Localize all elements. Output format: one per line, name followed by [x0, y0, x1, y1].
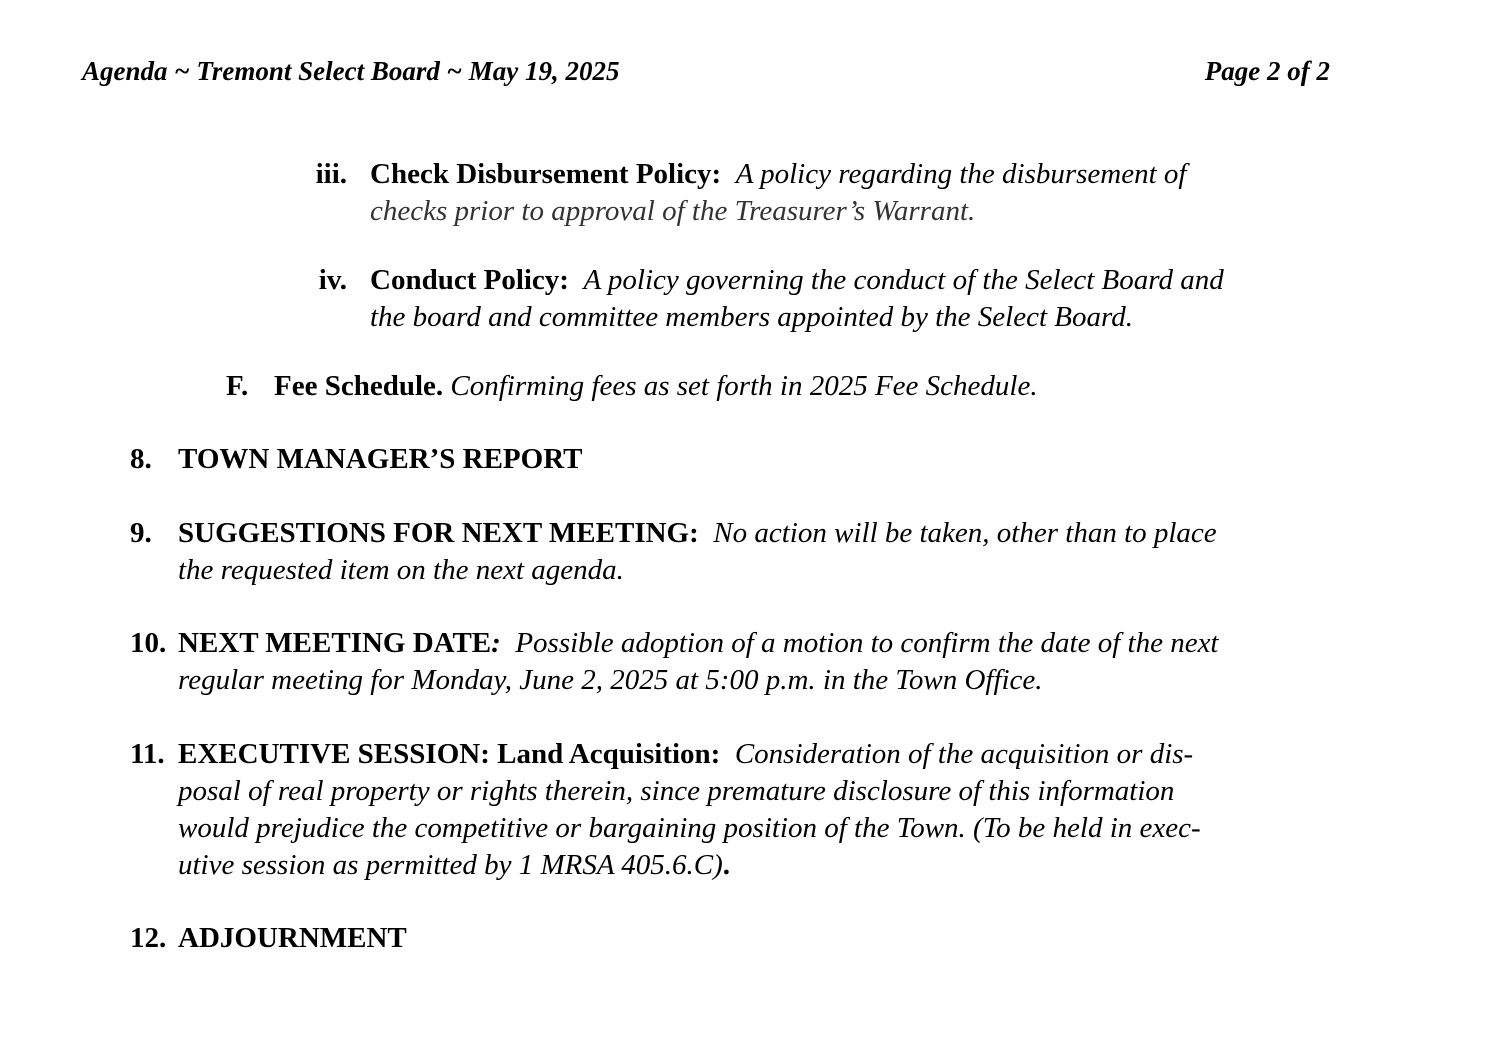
item-marker: 10.	[130, 627, 167, 659]
title-colon: :	[491, 627, 501, 659]
item-body	[370, 262, 1224, 336]
item-marker: iii.	[315, 158, 347, 190]
item-title: Check Disbursement Policy:	[370, 158, 722, 190]
item-description-line: the board and committee members appointed by the Select Board.	[370, 301, 1133, 333]
item-body	[178, 625, 1219, 699]
item-marker: 8.	[130, 443, 152, 475]
item-description-line: Possible adoption of a motion to confirm the date of the next	[515, 627, 1219, 659]
item-marker: 11.	[130, 738, 165, 770]
item-body	[274, 368, 1038, 405]
item-description-line: No action will be taken, other than to place	[713, 517, 1217, 549]
item-title: SUGGESTIONS FOR NEXT MEETING:	[178, 517, 699, 549]
item-title: NEXT MEETING DATE	[178, 627, 492, 659]
item-marker: F.	[226, 370, 249, 402]
item-marker: 9.	[130, 517, 152, 549]
item-title: Fee Schedule.	[274, 370, 444, 402]
item-title: TOWN MANAGER’S REPORT	[178, 443, 583, 475]
header-title: Agenda ~ Tremont Select Board ~ May 19, 2025	[82, 56, 620, 86]
item-body	[178, 441, 582, 478]
item-title: ADJOURNMENT	[178, 922, 407, 954]
item-marker: iv.	[318, 264, 347, 296]
item-title: EXECUTIVE SESSION: Land Acquisition:	[178, 738, 721, 770]
item-body	[178, 736, 1201, 884]
end-period: .	[722, 849, 731, 881]
item-description-line: checks prior to approval of the Treasurer’s Warrant.	[370, 195, 976, 227]
item-description-line: A policy regarding the disbursement of	[735, 158, 1187, 190]
item-description-line: regular meeting for Monday, June 2, 2025 at 5:00 p.m. in the Town Office.	[178, 664, 1043, 696]
item-body	[178, 920, 407, 957]
item-marker: 12.	[130, 922, 167, 954]
item-description-line: Consideration of the acquisition or dis-	[734, 738, 1194, 770]
item-title: Conduct Policy:	[370, 264, 569, 296]
item-body	[178, 515, 1217, 589]
item-description-line: posal of real property or rights therein, since premature disclosure of this information	[178, 775, 1175, 807]
item-body	[370, 156, 1186, 230]
item-description: Confirming fees as set forth in 2025 Fee Schedule.	[450, 370, 1038, 402]
page-number: Page 2 of 2	[1204, 56, 1330, 86]
item-description-line: A policy governing the conduct of the Select Board and	[583, 264, 1224, 296]
item-description-line: the requested item on the next agenda.	[178, 554, 624, 586]
item-description-line: utive session as permitted by 1 MRSA 405.6.C)	[178, 849, 723, 881]
item-description-line: would prejudice the competitive or bargaining position of the Town. (To be held in exec-	[178, 812, 1201, 844]
